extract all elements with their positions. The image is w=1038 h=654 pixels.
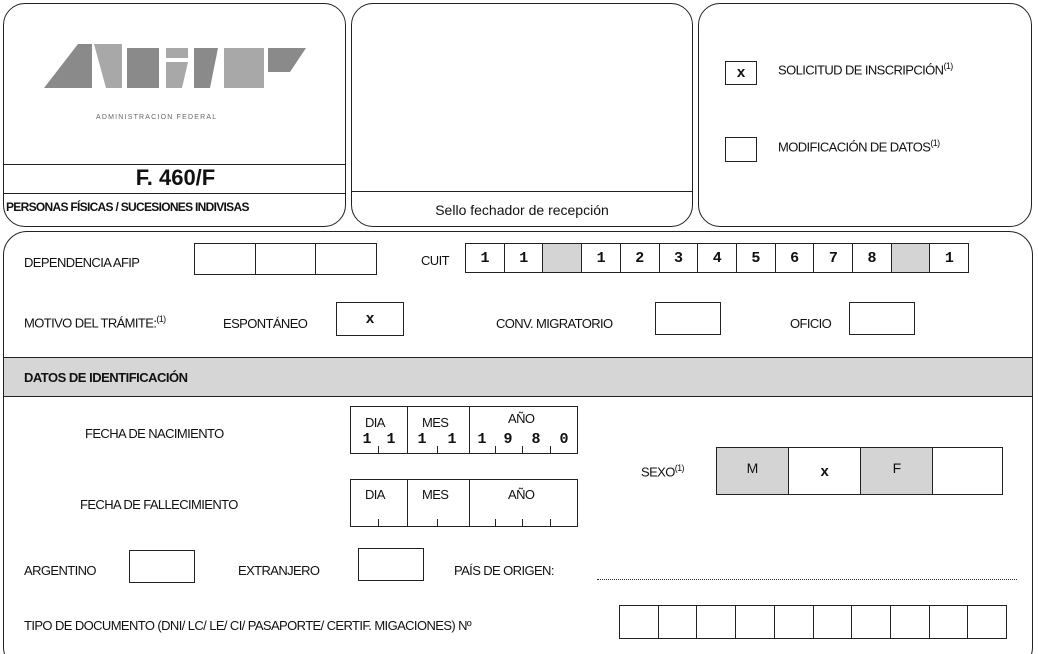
sexo-m-checkbox[interactable]: x	[788, 447, 862, 495]
documento-label: TIPO DE DOCUMENTO (DNI/ LC/ LE/ CI/ PASAPORTE/ CERTIF. MIGACIONES) Nº	[24, 618, 472, 633]
sexo-m-label: M	[716, 447, 789, 495]
documento-cell[interactable]	[967, 605, 1007, 639]
espontaneo-checkbox[interactable]: x	[336, 302, 404, 336]
logo-subtitle: ADMINISTRACION FEDERAL	[96, 114, 218, 121]
sexo-field	[716, 447, 1003, 495]
dia-label: DIA	[365, 487, 385, 502]
anio-label: AÑO	[508, 487, 535, 502]
dependencia-label: DEPENDENCIA AFIP	[24, 255, 140, 270]
cuit-digit[interactable]: 5	[736, 243, 776, 273]
section-title: DATOS DE IDENTIFICACIÓN	[24, 370, 188, 385]
pais-origen-input[interactable]	[597, 576, 1017, 580]
documento-cell[interactable]	[890, 605, 930, 639]
dependencia-cell[interactable]	[315, 243, 377, 275]
stamp-label: Sello fechador de recepción	[435, 202, 609, 218]
cuit-digit[interactable]: 1	[581, 243, 621, 273]
conv-migratorio-checkbox[interactable]	[655, 302, 721, 335]
documento-cell[interactable]	[619, 605, 659, 639]
cuit-digit[interactable]: 1	[929, 243, 969, 273]
oficio-label: OFICIO	[790, 316, 832, 331]
dia-label: DIA	[365, 415, 385, 430]
pais-origen-label: PAÍS DE ORIGEN:	[454, 563, 554, 578]
cuit-field	[465, 243, 969, 273]
stamp-panel	[351, 3, 693, 227]
conv-migratorio-label: CONV. MIGRATORIO	[496, 316, 613, 331]
afip-logo	[44, 42, 306, 122]
documento-field	[619, 605, 1007, 639]
documento-cell[interactable]	[658, 605, 698, 639]
cuit-digit[interactable]: 6	[775, 243, 815, 273]
nac-anio-digit: 1	[477, 431, 487, 448]
cuit-digit[interactable]: 7	[813, 243, 853, 273]
cuit-digit[interactable]: 1	[504, 243, 544, 273]
espontaneo-label: ESPONTÁNEO	[223, 316, 308, 331]
sexo-f-checkbox[interactable]	[932, 447, 1003, 495]
nac-anio-digit: 8	[531, 431, 541, 448]
form-number: F. 460/F	[135, 165, 216, 190]
dependencia-cell[interactable]	[194, 243, 256, 275]
documento-cell[interactable]	[696, 605, 736, 639]
argentino-checkbox[interactable]	[129, 550, 195, 583]
documento-cell[interactable]	[929, 605, 969, 639]
extranjero-checkbox[interactable]	[358, 548, 424, 581]
modificacion-checkbox[interactable]	[725, 137, 757, 162]
sexo-f-label: F	[860, 447, 933, 495]
modificacion-label: MODIFICACIÓN DE DATOS$^{(1)}$	[778, 138, 940, 155]
dependencia-cell[interactable]	[255, 243, 317, 275]
oficio-checkbox[interactable]	[849, 302, 915, 335]
request-type-panel	[698, 3, 1032, 227]
argentino-label: ARGENTINO	[24, 563, 96, 578]
nac-anio-digit: 0	[559, 431, 569, 448]
documento-cell[interactable]	[851, 605, 891, 639]
mes-label: MES	[422, 487, 449, 502]
nac-dia-digit: 1	[362, 431, 372, 448]
cuit-digit[interactable]: 2	[620, 243, 660, 273]
solicitud-label: SOLICITUD DE INSCRIPCIÓN$^{(1)}$	[778, 61, 953, 78]
dependencia-field	[194, 243, 377, 275]
fecha-nacimiento-label: FECHA DE NACIMIENTO	[85, 426, 224, 441]
motivo-label: MOTIVO DEL TRÁMITE:$^{(1)}$	[24, 314, 166, 331]
cuit-separator	[542, 243, 582, 273]
cuit-digit[interactable]: 3	[659, 243, 699, 273]
cuit-digit[interactable]: 8	[852, 243, 892, 273]
cuit-separator	[891, 243, 931, 273]
anio-label: AÑO	[508, 411, 535, 426]
cuit-label: CUIT	[421, 253, 449, 268]
documento-cell[interactable]	[774, 605, 814, 639]
documento-cell[interactable]	[735, 605, 775, 639]
fecha-fallecimiento-label: FECHA DE FALLECIMIENTO	[80, 497, 238, 512]
mes-label: MES	[422, 415, 449, 430]
nac-mes-digit: 1	[417, 431, 427, 448]
sexo-label: SEXO$^{(1)}$	[641, 463, 684, 480]
nac-dia-digit: 1	[386, 431, 396, 448]
documento-cell[interactable]	[813, 605, 853, 639]
cuit-digit[interactable]: 4	[697, 243, 737, 273]
cuit-digit[interactable]: 1	[465, 243, 505, 273]
extranjero-label: EXTRANJERO	[238, 563, 320, 578]
nac-mes-digit: 1	[447, 431, 457, 448]
solicitud-checkbox[interactable]: x	[725, 61, 757, 85]
logo-panel	[3, 3, 346, 227]
form-subtitle: PERSONAS FÍSICAS / SUCESIONES INDIVISAS	[6, 200, 249, 214]
nac-anio-digit: 9	[503, 431, 513, 448]
